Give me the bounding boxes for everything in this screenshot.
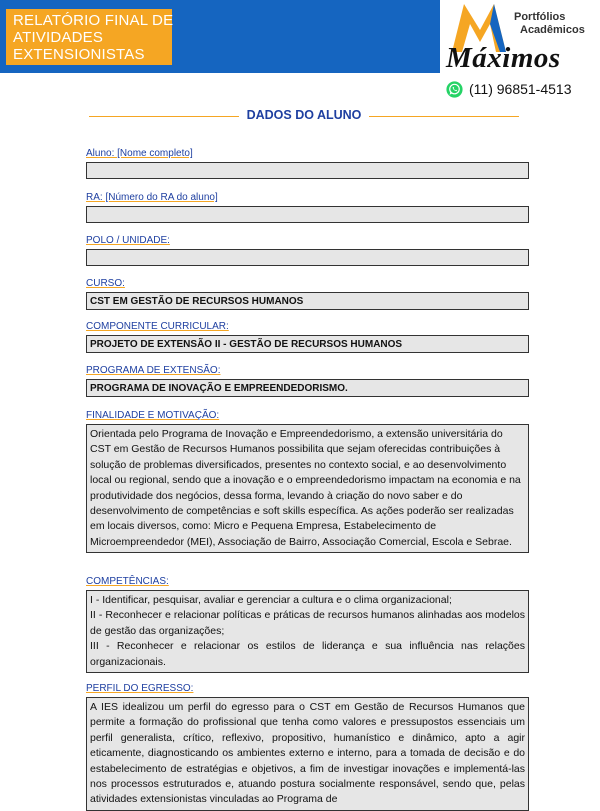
logo-brand-name: Máximos [446, 42, 561, 74]
field-ra [86, 192, 529, 223]
competencia-item-2: II - Reconhecer e relacionar políticas e práticas de recursos humanos alinhadas aos modelos de gestão das organizações; [90, 609, 525, 637]
field-curso-value: CST EM GESTÃO DE RECURSOS HUMANOS [86, 292, 529, 310]
field-ra-input[interactable] [86, 206, 529, 223]
field-curso-label: CURSO: [86, 278, 125, 289]
page-header [0, 0, 600, 100]
contact-phone[interactable] [446, 80, 571, 98]
field-aluno-label: Aluno: [Nome completo] [86, 148, 193, 159]
field-componente [86, 321, 529, 353]
field-perfil [86, 683, 529, 811]
logo-line-1: Portfólios [514, 11, 566, 23]
field-polo-label: POLO / UNIDADE: [86, 235, 170, 246]
whatsapp-icon [446, 81, 463, 98]
field-finalidade [86, 410, 529, 553]
field-programa-label: PROGRAMA DE EXTENSÃO: [86, 365, 221, 376]
competencia-item-1: I - Identificar, pesquisar, avaliar e gerenciar a cultura e o clima organizacional; [90, 594, 452, 606]
competencia-item-3: III - Reconhecer e relacionar os estilos de liderança e sua influência nas relações organizacionais. [90, 640, 525, 668]
field-aluno-input[interactable] [86, 162, 529, 179]
field-programa [86, 365, 529, 397]
field-curso [86, 278, 529, 310]
field-perfil-text [86, 697, 529, 811]
report-title-line-2: ATIVIDADES [13, 29, 104, 46]
report-title [6, 9, 172, 65]
field-competencias-text [86, 590, 529, 673]
report-title-line-1: RELATÓRIO FINAL DE [13, 12, 174, 29]
field-programa-value: PROGRAMA DE INOVAÇÃO E EMPREENDEDORISMO. [86, 379, 529, 397]
field-polo-input[interactable] [86, 249, 529, 266]
brand-logo [446, 2, 596, 74]
phone-number: (11) 96851-4513 [469, 81, 572, 97]
section-title [89, 106, 519, 126]
field-aluno [86, 148, 529, 179]
logo-line-2: Acadêmicos [520, 24, 585, 36]
field-perfil-label: PERFIL DO EGRESSO: [86, 683, 194, 694]
field-ra-label: RA: [Número do RA do aluno] [86, 192, 218, 203]
field-componente-value: PROJETO DE EXTENSÃO II - GESTÃO DE RECURSOS HUMANOS [86, 335, 529, 353]
report-title-line-3: EXTENSIONISTAS [13, 46, 145, 63]
finalidade-paragraph: Orientada pelo Programa de Inovação e Empreendedorismo, a extensão universitária do CST em Gestão de Recursos Humanos possibilita que sejam oferecidas contribuições à solução de problemas diversificados, presentes no contexto social, e ao desenvolvimento local ou regional, sendo que a inovação e o empreendedorismo impactam na economia e na produtividade dos negócios, dessa forma, levando à criação do novo saber e do desenvolvimento de competências e soft skills específica. As ações poderão ser realizadas em locais diversos, como: Micro e Pequena Empresa, Estabelecimento de Microempreendedor (MEI), Associação de Bairro, Associação Comercial, Escola e Sebrae. [90, 428, 521, 548]
section-title-text: DADOS DO ALUNO [239, 108, 370, 122]
field-competencias [86, 576, 529, 673]
field-finalidade-label: FINALIDADE E MOTIVAÇÃO: [86, 410, 220, 421]
field-componente-label: COMPONENTE CURRICULAR: [86, 321, 229, 332]
field-polo [86, 235, 529, 266]
field-competencias-label: COMPETÊNCIAS: [86, 576, 169, 587]
field-finalidade-text [86, 424, 529, 553]
perfil-paragraph: A IES idealizou um perfil do egresso para o CST em Gestão de Recursos Humanos que permite a formação do profissional que tenha como valores e pressupostos essenciais um perfil generalista, crítico, reflexivo, propositivo, humanístico e dinâmico, apto a agir eticamente, diagnosticando os ambientes externo e interno, para a tomada de decisão e do estabelecimento de estratégias e objetivos, a fim de investigar inovações e implementá-las nos processos estruturados e, atuando postura socialmente responsável, sendo que, pelas atividades extensionistas vinculadas ao Programa de [90, 701, 525, 806]
